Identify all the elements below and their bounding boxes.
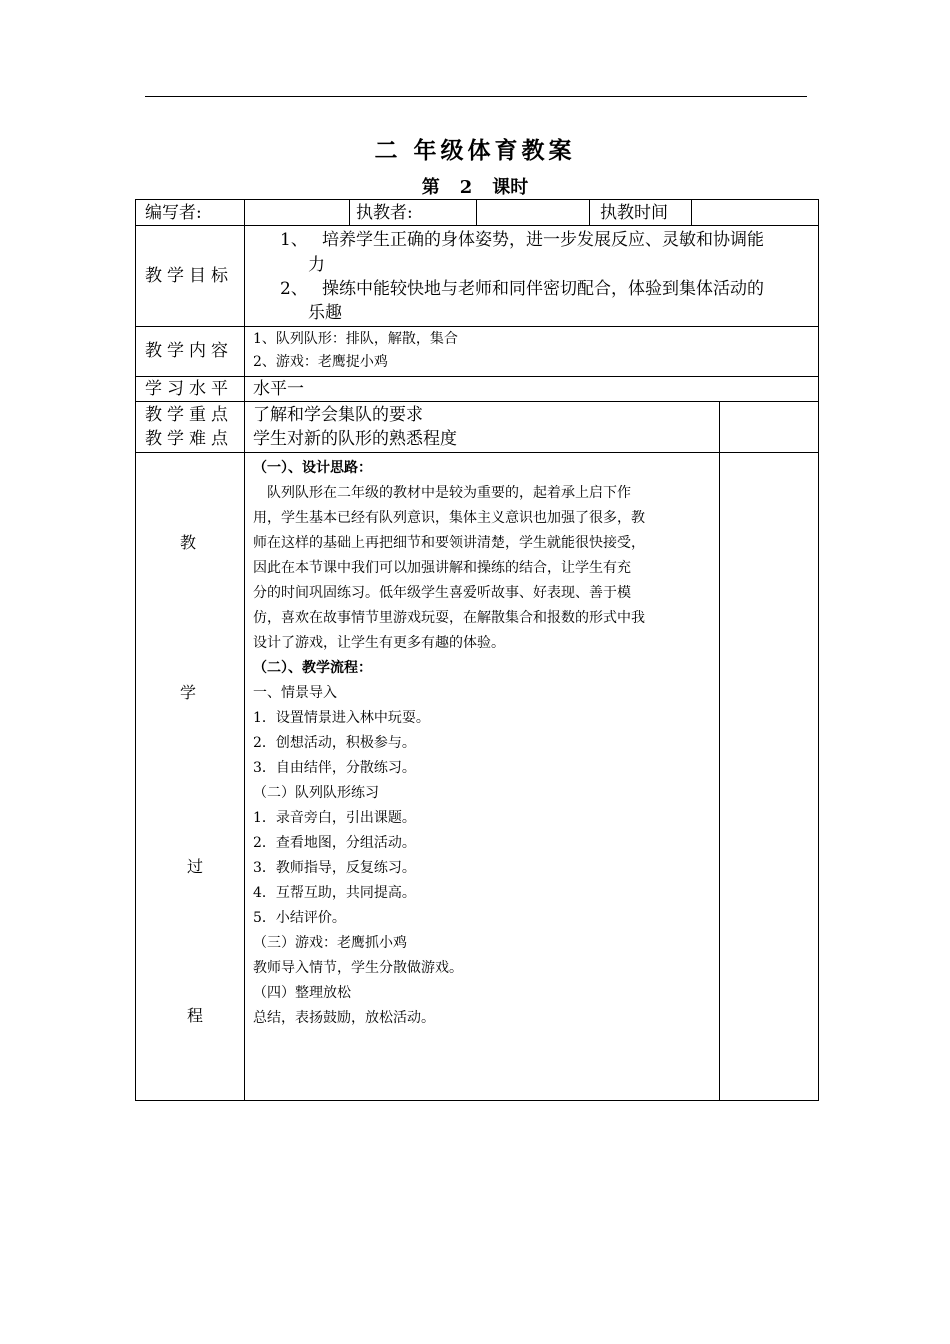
design-line: 师在这样的基础上再把细节和要领讲清楚，学生就能很快接受， — [253, 535, 645, 551]
teacher-label: 执教者: — [356, 203, 413, 223]
header-rule — [145, 96, 807, 97]
flow-line: （三）游戏：老鹰抓小鸡 — [253, 935, 407, 951]
flow-line: 4．互帮互助，共同提高。 — [253, 885, 416, 901]
key-point-value: 了解和学会集队的要求 — [253, 405, 423, 425]
level-label: 学习水平 — [145, 379, 233, 399]
process-label-char-3: 过 — [187, 857, 204, 876]
process-label-char-4: 程 — [187, 1006, 204, 1025]
flow-line: 1．设置情景进入林中玩耍。 — [253, 710, 430, 726]
flow-line: 5．小结评价。 — [253, 910, 346, 926]
lesson-prefix: 第 — [421, 177, 440, 198]
design-line: 因此在本节课中我们可以加强讲解和操练的结合，让学生有充 — [253, 560, 631, 576]
design-heading: （一）、设计思路： — [253, 460, 372, 476]
flow-line: 3．教师指导，反复练习。 — [253, 860, 416, 876]
content-item-1: 1、队列队形：排队，解散，集合 — [253, 331, 458, 347]
level-value: 水平一 — [253, 379, 304, 399]
design-line: 设计了游戏，让学生有更多有趣的体验。 — [253, 635, 505, 651]
lesson-num: 2 — [459, 177, 473, 198]
difficulty-label: 教学难点 — [145, 429, 233, 449]
time-label: 执教时间 — [600, 203, 668, 223]
objective-1-cont: 力 — [308, 255, 325, 275]
flow-line: 1．录音旁白，引出课题。 — [253, 810, 416, 826]
design-line: 分的时间巩固练习。低年级学生喜爱听故事、好表现、善于模 — [253, 585, 631, 601]
design-line: 队列队形在二年级的教材中是较为重要的，起着承上启下作 — [267, 485, 631, 501]
flow-line: （四）整理放松 — [253, 985, 351, 1001]
flow-line: 教师导入情节，学生分散做游戏。 — [253, 960, 463, 976]
lesson-suffix: 课时 — [492, 177, 529, 198]
design-line: 用，学生基本已经有队列意识，集体主义意识也加强了很多，教 — [253, 510, 645, 526]
design-line: 仿，喜欢在故事情节里游戏玩耍，在解散集合和报数的形式中我 — [253, 610, 645, 626]
flow-line: 一、情景导入 — [253, 685, 337, 701]
teacher-value[interactable] — [477, 201, 587, 224]
objective-2-cont: 乐趣 — [308, 303, 342, 323]
flow-line: （二）队列队形练习 — [253, 785, 379, 801]
objectives-label: 教学目标 — [145, 266, 233, 286]
process-label-char-1: 教 — [180, 533, 197, 552]
process-label-char-2: 学 — [180, 683, 197, 702]
objective-2-text: 操练中能较快地与老师和同伴密切配合，体验到集体活动的 — [322, 279, 764, 299]
lesson-number — [0, 173, 950, 199]
flow-heading: （二）、教学流程： — [253, 660, 372, 676]
objective-2-num: 2、 — [280, 279, 308, 299]
content-item-2: 2、游戏：老鹰捉小鸡 — [253, 354, 388, 370]
flow-line: 3．自由结伴，分散练习。 — [253, 760, 416, 776]
content-label: 教学内容 — [145, 341, 233, 361]
flow-line: 2．创想活动，积极参与。 — [253, 735, 416, 751]
process-body — [253, 456, 715, 1031]
objective-1-text: 培养学生正确的身体姿势，进一步发展反应、灵敏和协调能 — [322, 230, 764, 250]
key-point-label: 教学重点 — [145, 405, 233, 425]
objective-1-num: 1、 — [280, 230, 308, 250]
flow-line: 总结，表扬鼓励，放松活动。 — [253, 1010, 435, 1026]
difficulty-value: 学生对新的队形的熟悉程度 — [253, 429, 457, 449]
time-value[interactable] — [691, 201, 817, 224]
author-label: 编写者: — [145, 203, 202, 223]
flow-line: 2．查看地图，分组活动。 — [253, 835, 416, 851]
page-title: 二 年级体育教案 — [374, 137, 576, 164]
author-value[interactable] — [245, 201, 349, 224]
